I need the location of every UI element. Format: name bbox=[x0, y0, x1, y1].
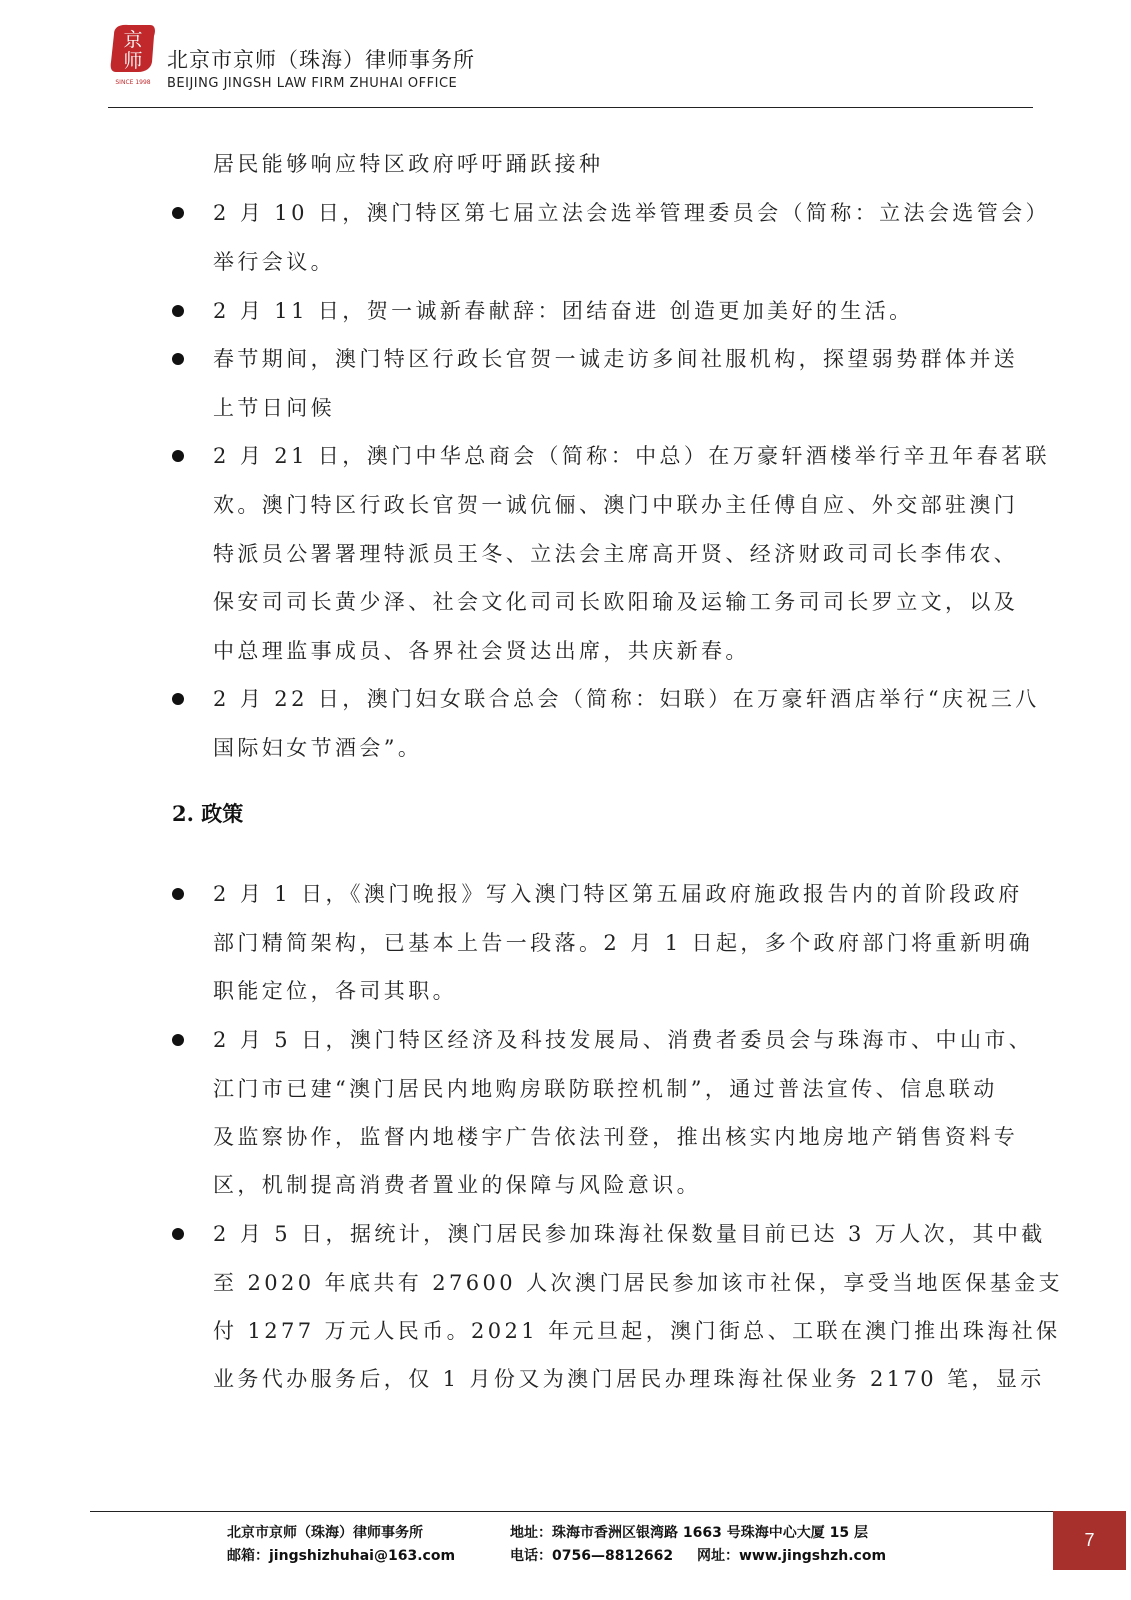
paragraph-line: 及监察协作，监督内地楼宇广告依法刊登，推出核实内地房地产销售资料专 bbox=[213, 1125, 1019, 1149]
paragraph-line: 春节期间，澳门特区行政长官贺一诚走访多间社服机构，探望弱势群体并送 bbox=[213, 347, 1019, 371]
paragraph-line: 中总理监事成员、各界社会贤达出席，共庆新春。 bbox=[213, 639, 750, 663]
paragraph-line: 居民能够响应特区政府呼吁踊跃接种 bbox=[213, 152, 604, 176]
bullet-icon bbox=[172, 888, 184, 900]
bullet-icon bbox=[172, 693, 184, 705]
bullet-icon bbox=[172, 207, 184, 219]
paragraph-line: 江门市已建“澳门居民内地购房联防联控机制”，通过普法宣传、信息联动 bbox=[213, 1077, 998, 1101]
footer-divider bbox=[90, 1511, 1097, 1512]
paragraph-line: 区，机制提高消费者置业的保障与风险意识。 bbox=[213, 1173, 701, 1197]
bullet-icon bbox=[172, 305, 184, 317]
paragraph-line: 欢。澳门特区行政长官贺一诚伉俪、澳门中联办主任傅自应、外交部驻澳门 bbox=[213, 493, 1019, 517]
paragraph-line: 2 月 5 日，澳门特区经济及科技发展局、消费者委员会与珠海市、中山市、 bbox=[213, 1028, 1034, 1052]
paragraph-line: 保安司司长黄少泽、社会文化司司长欧阳瑜及运输工务司司长罗立文，以及 bbox=[213, 590, 1019, 614]
paragraph-line: 国际妇女节酒会”。 bbox=[213, 736, 423, 760]
footer-firm: 北京市京师（珠海）律师事务所 bbox=[227, 1525, 423, 1541]
bullet-icon bbox=[172, 1228, 184, 1240]
section-title: 2. 政策 bbox=[172, 801, 244, 826]
footer-address: 地址：珠海市香洲区银湾路 1663 号珠海中心大厦 15 层 bbox=[510, 1525, 868, 1541]
paragraph-line: 2 月 1 日，《澳门晚报》写入澳门特区第五届政府施政报告内的首阶段政府 bbox=[213, 882, 1023, 906]
logo-glyph-bottom: 师 bbox=[123, 50, 143, 72]
bullet-icon bbox=[172, 353, 184, 365]
paragraph-line: 2 月 10 日，澳门特区第七届立法会选举管理委员会（简称：立法会选管会） bbox=[213, 201, 1050, 225]
paragraph-line: 2 月 22 日，澳门妇女联合总会（简称：妇联）在万豪轩酒店举行“庆祝三八 bbox=[213, 687, 1040, 711]
firm-name-en: BEIJING JINGSH LAW FIRM ZHUHAI OFFICE bbox=[167, 76, 458, 91]
paragraph-line: 至 2020 年底共有 27600 人次澳门居民参加该市社保，享受当地医保基金支 bbox=[213, 1271, 1063, 1295]
paragraph-line: 职能定位，各司其职。 bbox=[213, 979, 457, 1003]
paragraph-line: 2 月 21 日，澳门中华总商会（简称：中总）在万豪轩酒楼举行辛丑年春茗联 bbox=[213, 444, 1050, 468]
paragraph-line: 2 月 11 日，贺一诚新春献辞：团结奋进 创造更加美好的生活。 bbox=[213, 299, 914, 323]
page-number: 7 bbox=[1053, 1511, 1126, 1570]
footer-email: 邮箱：jingshizhuhai@163.com bbox=[227, 1548, 456, 1564]
paragraph-line: 特派员公署署理特派员王冬、立法会主席高开贤、经济财政司司长李伟农、 bbox=[213, 542, 1019, 566]
paragraph-line: 2 月 5 日，据统计，澳门居民参加珠海社保数量目前已达 3 万人次，其中截 bbox=[213, 1222, 1046, 1246]
paragraph-line: 部门精简架构，已基本上告一段落。2 月 1 日起，多个政府部门将重新明确 bbox=[213, 931, 1034, 955]
bullet-icon bbox=[172, 450, 184, 462]
footer-website: 网址：www.jingshzh.com bbox=[697, 1548, 887, 1564]
paragraph-line: 付 1277 万元人民币。2021 年元旦起，澳门街总、工联在澳门推出珠海社保 bbox=[213, 1319, 1061, 1343]
paragraph-line: 上节日问候 bbox=[213, 396, 335, 420]
bullet-icon bbox=[172, 1034, 184, 1046]
paragraph-line: 举行会议。 bbox=[213, 250, 335, 274]
footer-phone: 电话：0756—8812662 bbox=[510, 1548, 674, 1564]
firm-name-cn: 北京市京师（珠海）律师事务所 bbox=[167, 48, 475, 72]
logo-caption: SINCE 1998 bbox=[115, 79, 151, 86]
logo-glyph-top: 京 bbox=[123, 29, 143, 51]
paragraph-line: 业务代办服务后，仅 1 月份又为澳门居民办理珠海社保业务 2170 笔，显示 bbox=[213, 1367, 1045, 1391]
